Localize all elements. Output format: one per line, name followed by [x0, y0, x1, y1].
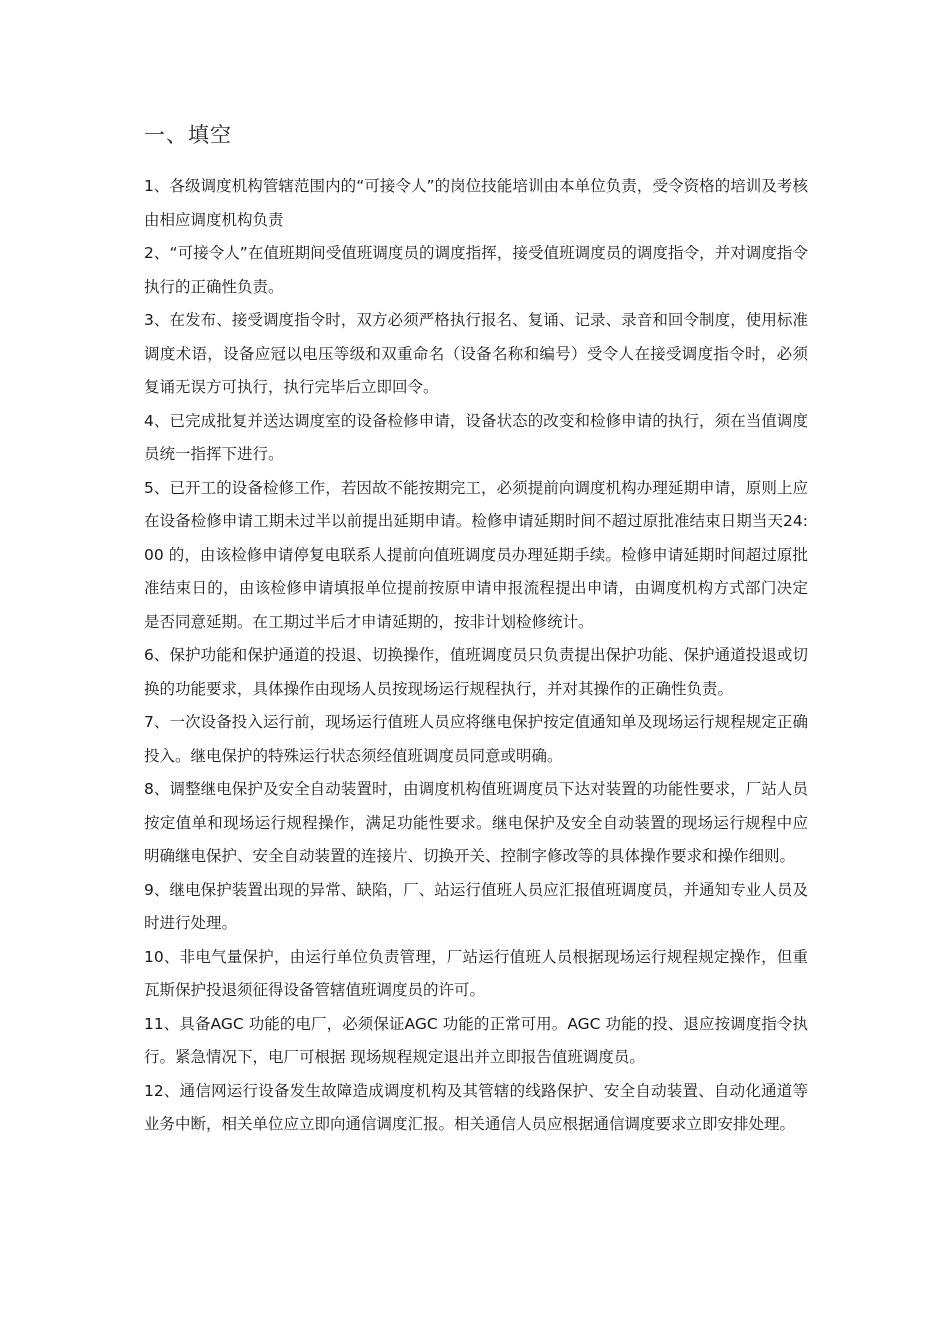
paragraph-item-3: 3、在发布、接受调度指令时，双方必须严格执行报名、复诵、记录、录音和回令制度，使用标准调度术语，设备应冠以电压等级和双重命名（设备名称和编号）受令人在接受调度指令时，必须复诵无误方可执行，执行完毕后立即回令。 — [144, 311, 808, 396]
paragraph-item-4: 4、已完成批复并送达调度室的设备检修申请，设备状态的改变和检修申请的执行，须在当值调度员统一指挥下进行。 — [144, 411, 808, 463]
document-page — [144, 118, 808, 1142]
paragraph-item-6: 6、保护功能和保护通道的投退、切换操作，值班调度员只负责提出保护功能、保护通道投退或切换的功能要求，具体操作由现场人员按现场运行规程执行，并对其操作的正确性负责。 — [144, 646, 808, 698]
paragraph-item-7: 7、一次设备投入运行前，现场运行值班人员应将继电保护按定值通知单及现场运行规程规定正确投入。继电保护的特殊运行状态须经值班调度员同意或明确。 — [144, 713, 808, 765]
paragraph-item-11: 11、具备AGC 功能的电厂，必须保证AGC 功能的正常可用。AGC 功能的投、退应按调度指令执行。紧急情况下，电厂可根据 现场规程规定退出并立即报告值班调度员。 — [144, 1014, 808, 1066]
paragraph-item-9: 9、继电保护装置出现的异常、缺陷，厂、站运行值班人员应汇报值班调度员，并通知专业人员及时进行处理。 — [144, 880, 808, 932]
paragraph-item-1: 1、各级调度机构管辖范围内的“可接令人”的岗位技能培训由本单位负责，受令资格的培训及考核由相应调度机构负责 — [144, 177, 808, 229]
paragraph-item-2: 2、“可接令人”在值班期间受值班调度员的调度指挥，接受值班调度员的调度指令，并对调度指令执行的正确性负责。 — [144, 244, 808, 296]
paragraph-item-8: 8、调整继电保护及安全自动装置时，由调度机构值班调度员下达对装置的功能性要求，厂站人员按定值单和现场运行规程操作，满足功能性要求。继电保护及安全自动装置的现场运行规程中应明确继电保护、安全自动装置的连接片、切换开关、控制字修改等的具体操作要求和操作细则。 — [144, 780, 808, 865]
section-heading: 一、填空 — [144, 123, 232, 147]
paragraph-item-5: 5、已开工的设备检修工作，若因故不能按期完工，必须提前向调度机构办理延期申请，原则上应在设备检修申请工期未过半以前提出延期申请。检修申请延期时间不超过原批准结束日期当天24:00 的，由该检修申请停复电联系人提前向值班调度员办理延期手续。检修申请延期时间超过原批准结束日的，由该检修申请填报单位提前按原申请申报流程提出申请，由调度机构方式部门决定是否同意延期。在工期过半后才申请延期的，按非计划检修统计。 — [144, 478, 808, 631]
paragraph-item-12: 12、通信网运行设备发生故障造成调度机构及其管辖的线路保护、安全自动装置、自动化通道等业务中断，相关单位应立即向通信调度汇报。相关通信人员应根据通信调度要求立即安排处理。 — [144, 1081, 808, 1133]
paragraph-item-10: 10、非电气量保护，由运行单位负责管理，厂站运行值班人员根据现场运行规程规定操作，但重瓦斯保护投退须征得设备管辖值班调度员的许可。 — [144, 947, 808, 999]
